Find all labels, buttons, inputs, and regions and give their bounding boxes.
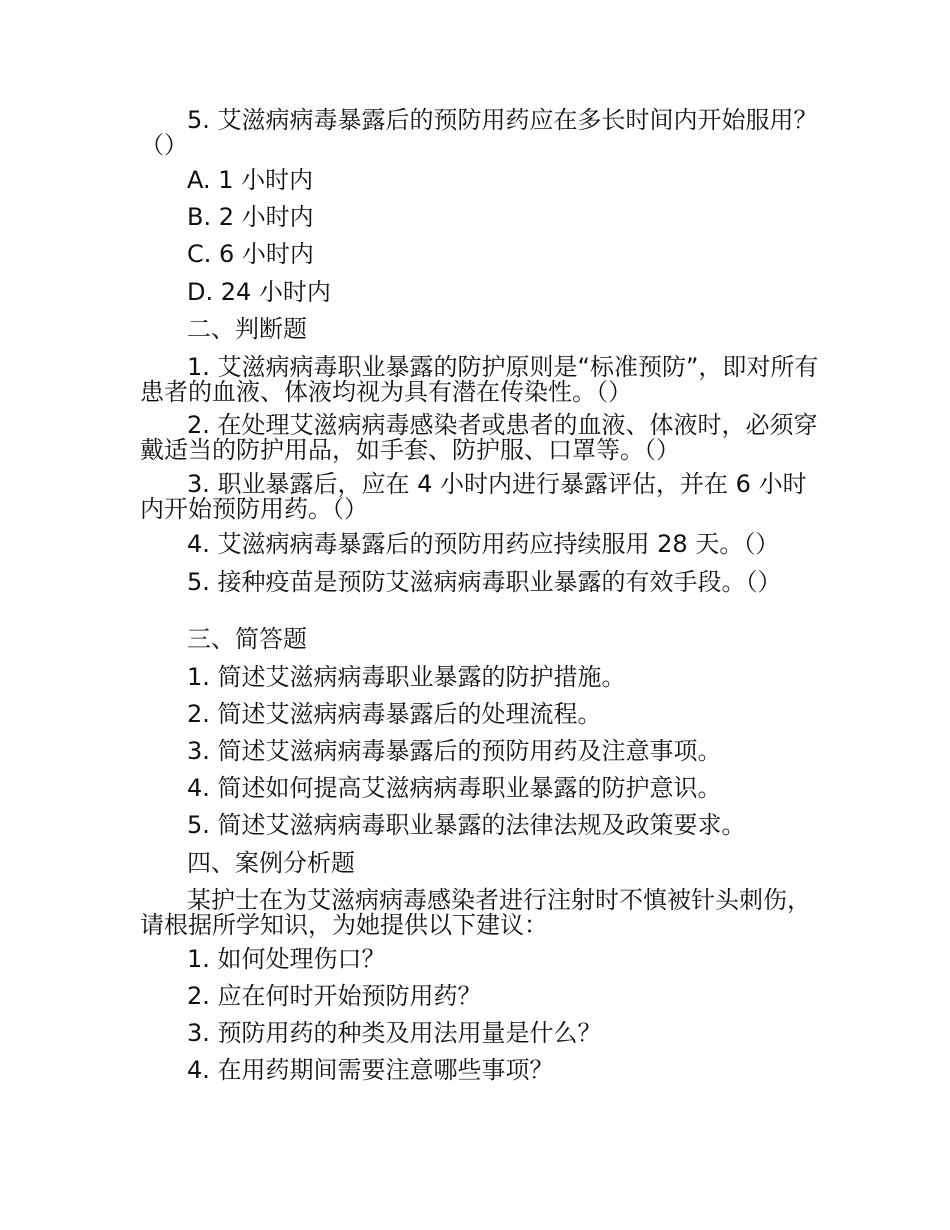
case-item-3: 3. 预防用药的种类及用法用量是什么？ bbox=[187, 1019, 602, 1047]
tf-item-1: 1. 艾滋病病毒职业暴露的防护原则是“标准预防”，即对所有患者的血液、体液均视为具有潜在传染性。（） bbox=[140, 353, 819, 406]
section-heading-case-analysis: 四、案例分析题 bbox=[187, 849, 355, 877]
section-heading-true-false: 二、判断题 bbox=[187, 315, 307, 343]
section-heading-short-answer: 三、简答题 bbox=[187, 625, 307, 653]
tf-item-5: 5. 接种疫苗是预防艾滋病病毒职业暴露的有效手段。（） bbox=[187, 568, 782, 596]
case-intro: 某护士在为艾滋病病毒感染者进行注射时不慎被针头刺伤，请根据所学知识，为她提供以下建议： bbox=[140, 886, 811, 939]
case-item-2: 2. 应在何时开始预防用药？ bbox=[187, 982, 482, 1010]
option-d: D. 24 小时内 bbox=[187, 278, 331, 306]
tf-item-4: 4. 艾滋病病毒暴露后的预防用药应持续服用 28 天。（） bbox=[187, 530, 780, 558]
short-item-3: 3. 简述艾滋病病毒暴露后的预防用药及注意事项。 bbox=[187, 737, 722, 765]
case-item-4: 4. 在用药期间需要注意哪些事项？ bbox=[187, 1056, 554, 1084]
tf-item-2: 2. 在处理艾滋病病毒感染者或患者的血液、体液时，必须穿戴适当的防护用品，如手套、防护服、口罩等。（） bbox=[140, 411, 818, 464]
option-a: A. 1 小时内 bbox=[187, 166, 314, 194]
question-5-stem: 5. 艾滋病病毒暴露后的预防用药应在多长时间内开始服用？ （） bbox=[140, 106, 818, 159]
option-c: C. 6 小时内 bbox=[187, 240, 314, 268]
short-item-2: 2. 简述艾滋病病毒暴露后的处理流程。 bbox=[187, 700, 602, 728]
tf-item-3: 3. 职业暴露后，应在 4 小时内进行暴露评估，并在 6 小时内开始预防用药。（） bbox=[140, 470, 807, 523]
short-item-4: 4. 简述如何提高艾滋病病毒职业暴露的防护意识。 bbox=[187, 774, 722, 802]
case-item-1: 1. 如何处理伤口？ bbox=[187, 945, 386, 973]
short-item-1: 1. 简述艾滋病病毒职业暴露的防护措施。 bbox=[187, 663, 626, 691]
option-b: B. 2 小时内 bbox=[187, 203, 314, 231]
short-item-5: 5. 简述艾滋病病毒职业暴露的法律法规及政策要求。 bbox=[187, 811, 746, 839]
